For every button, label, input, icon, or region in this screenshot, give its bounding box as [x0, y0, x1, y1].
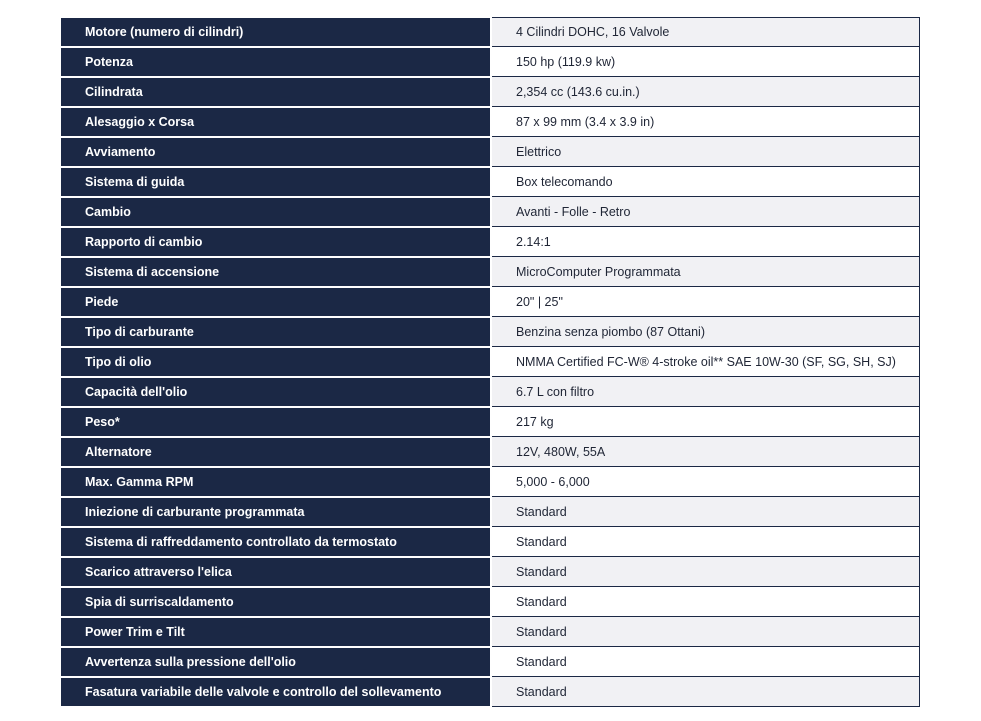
- spec-row: [61, 317, 920, 347]
- spec-label: Peso*: [61, 407, 491, 437]
- spec-value: NMMA Certified FC-W® 4-stroke oil** SAE 10W-30 (SF, SG, SH, SJ): [491, 347, 920, 377]
- spec-row: [61, 167, 920, 197]
- spec-row: [61, 557, 920, 587]
- spec-value: Standard: [491, 617, 920, 647]
- spec-label: Piede: [61, 287, 491, 317]
- spec-value: Avanti - Folle - Retro: [491, 197, 920, 227]
- spec-row: [61, 197, 920, 227]
- spec-row: [61, 257, 920, 287]
- spec-value: Benzina senza piombo (87 Ottani): [491, 317, 920, 347]
- spec-label: Tipo di carburante: [61, 317, 491, 347]
- spec-value: 87 x 99 mm (3.4 x 3.9 in): [491, 107, 920, 137]
- spec-value: 20" | 25": [491, 287, 920, 317]
- spec-table: [61, 17, 920, 708]
- spec-label: Max. Gamma RPM: [61, 467, 491, 497]
- spec-value: Standard: [491, 557, 920, 587]
- spec-label: Cilindrata: [61, 77, 491, 107]
- spec-label: Alesaggio x Corsa: [61, 107, 491, 137]
- spec-row: [61, 527, 920, 557]
- spec-value: Standard: [491, 497, 920, 527]
- spec-row: [61, 107, 920, 137]
- spec-label: Alternatore: [61, 437, 491, 467]
- spec-value: Standard: [491, 647, 920, 677]
- spec-value: Standard: [491, 587, 920, 617]
- spec-label: Scarico attraverso l'elica: [61, 557, 491, 587]
- spec-label: Potenza: [61, 47, 491, 77]
- spec-row: [61, 287, 920, 317]
- spec-label: Power Trim e Tilt: [61, 617, 491, 647]
- spec-value: 4 Cilindri DOHC, 16 Valvole: [491, 18, 920, 47]
- spec-row: [61, 377, 920, 407]
- spec-row: [61, 227, 920, 257]
- spec-value: 6.7 L con filtro: [491, 377, 920, 407]
- spec-row: [61, 467, 920, 497]
- spec-row: [61, 437, 920, 467]
- spec-row: [61, 18, 920, 47]
- spec-label: Rapporto di cambio: [61, 227, 491, 257]
- spec-row: [61, 77, 920, 107]
- spec-row: [61, 617, 920, 647]
- spec-label: Avviamento: [61, 137, 491, 167]
- spec-value: Standard: [491, 527, 920, 557]
- spec-row: [61, 677, 920, 707]
- spec-value: MicroComputer Programmata: [491, 257, 920, 287]
- spec-value: Box telecomando: [491, 167, 920, 197]
- spec-label: Sistema di guida: [61, 167, 491, 197]
- spec-label: Avvertenza sulla pressione dell'olio: [61, 647, 491, 677]
- spec-row: [61, 647, 920, 677]
- spec-value: 2.14:1: [491, 227, 920, 257]
- spec-label: Cambio: [61, 197, 491, 227]
- spec-label: Fasatura variabile delle valvole e controllo del sollevamento: [61, 677, 491, 707]
- spec-row: [61, 587, 920, 617]
- spec-row: [61, 407, 920, 437]
- spec-label: Motore (numero di cilindri): [61, 18, 491, 47]
- spec-value: 217 kg: [491, 407, 920, 437]
- spec-row: [61, 137, 920, 167]
- spec-label: Capacità dell'olio: [61, 377, 491, 407]
- spec-value: 2,354 cc (143.6 cu.in.): [491, 77, 920, 107]
- spec-label: Tipo di olio: [61, 347, 491, 377]
- spec-value: Elettrico: [491, 137, 920, 167]
- spec-label: Iniezione di carburante programmata: [61, 497, 491, 527]
- spec-label: Sistema di accensione: [61, 257, 491, 287]
- spec-label: Sistema di raffreddamento controllato da termostato: [61, 527, 491, 557]
- spec-value: 5,000 - 6,000: [491, 467, 920, 497]
- spec-value: 12V, 480W, 55A: [491, 437, 920, 467]
- spec-label: Spia di surriscaldamento: [61, 587, 491, 617]
- spec-row: [61, 47, 920, 77]
- spec-value: Standard: [491, 677, 920, 707]
- spec-row: [61, 497, 920, 527]
- spec-table-body: [61, 18, 920, 707]
- spec-row: [61, 347, 920, 377]
- spec-value: 150 hp (119.9 kw): [491, 47, 920, 77]
